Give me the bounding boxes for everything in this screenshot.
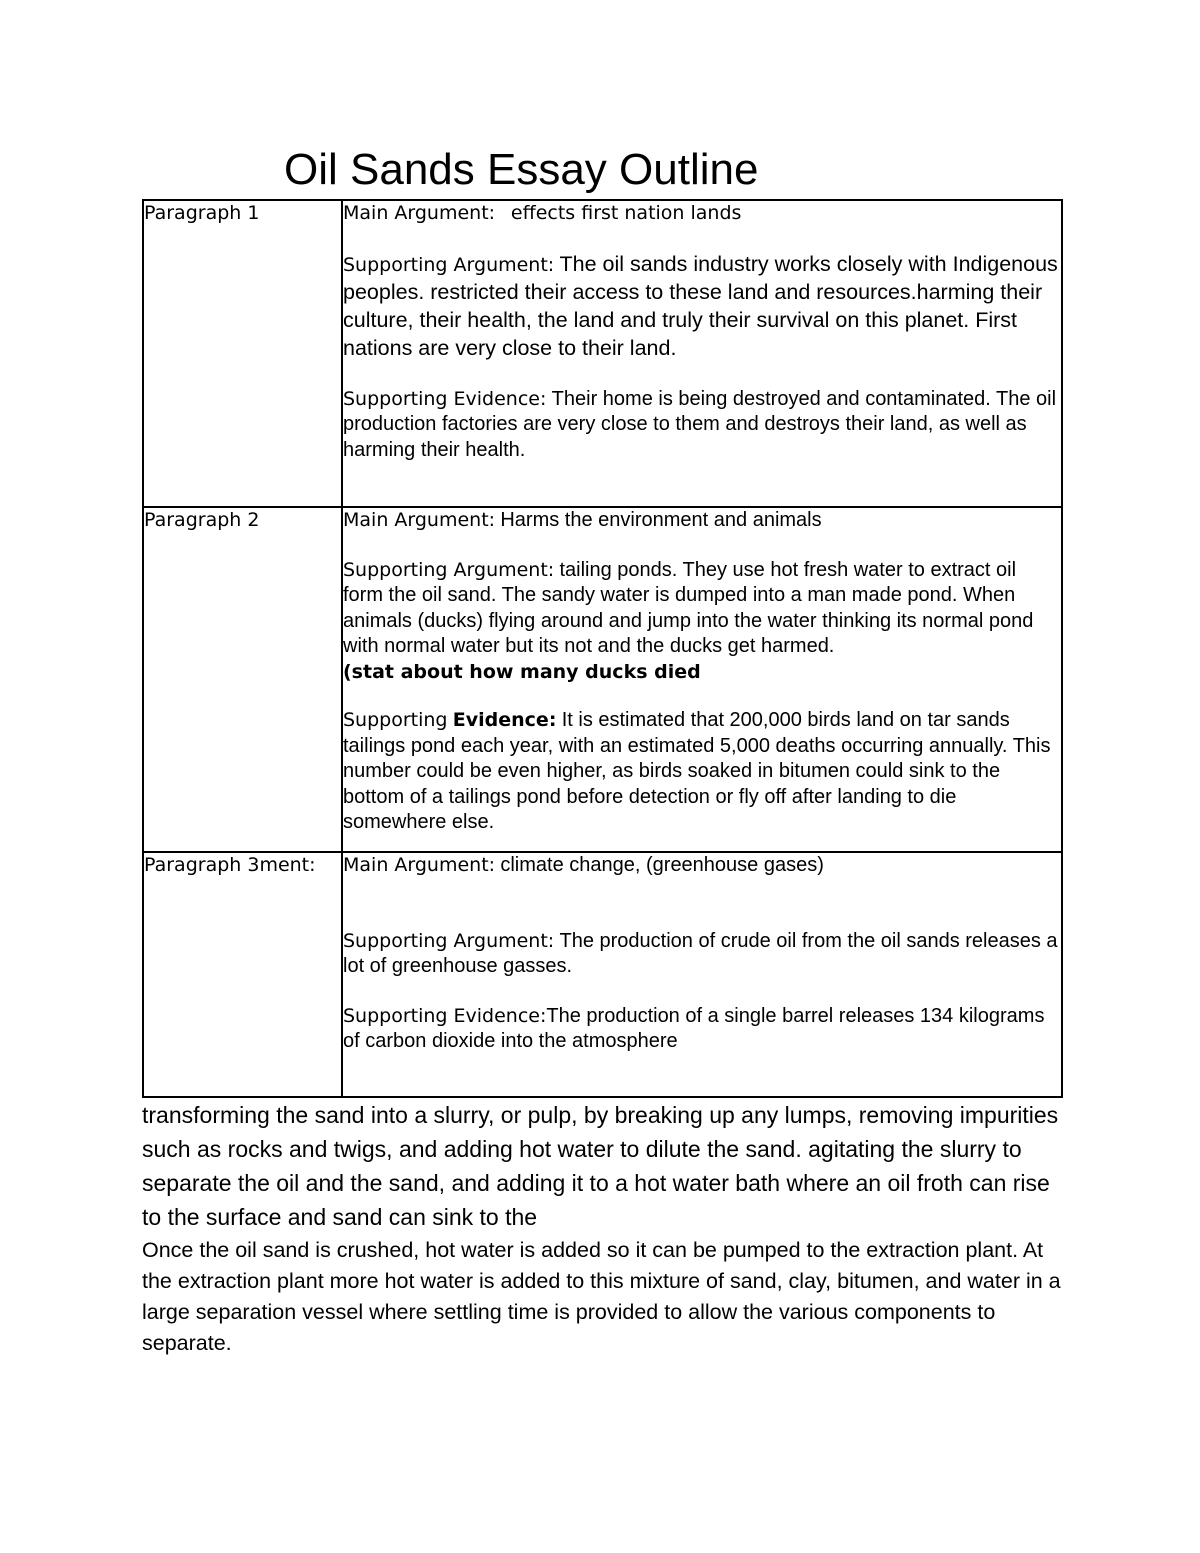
table-row xyxy=(143,852,1062,1097)
supporting-evidence-label: Supporting Evidence: xyxy=(343,387,547,410)
supporting-argument xyxy=(343,929,1061,980)
main-argument-value: Harms the environment and animals xyxy=(500,509,822,531)
table-row xyxy=(143,507,1062,852)
supporting-evidence xyxy=(343,708,1061,836)
supporting-argument-label: Supporting Argument: xyxy=(343,929,555,952)
supporting-evidence-label-bold: Evidence: xyxy=(452,709,557,731)
main-argument-value: effects first nation lands xyxy=(510,202,742,224)
main-argument-label: Main Argument: xyxy=(343,202,496,224)
row-content xyxy=(342,507,1062,852)
supporting-argument-label: Supporting Argument: xyxy=(343,558,555,581)
supporting-argument-label: Supporting Argument: xyxy=(343,253,555,276)
outline-table xyxy=(142,199,1063,1098)
supporting-evidence-value: The production of a single barrel releases 134 kilograms of carbon dioxide into the atmosphere xyxy=(343,1004,1045,1052)
row-label: Paragraph 1 xyxy=(143,200,342,507)
main-argument-label: Main Argument: xyxy=(343,854,496,876)
row-content xyxy=(342,852,1062,1097)
row-label: Paragraph 2 xyxy=(143,507,342,852)
supporting-argument xyxy=(343,251,1061,363)
main-argument-value: climate change, (greenhouse gases) xyxy=(500,854,824,876)
body-paragraph-separation: Once the oil sand is crushed, hot water is added so it can be pumped to the extraction plant. At the extraction plant more hot water is added to this mixture of sand, clay, bitumen, and water in a large separation vessel where settling time is provided to allow the various components to separate. xyxy=(142,1238,1061,1355)
supporting-evidence xyxy=(343,1004,1061,1055)
supporting-argument-value: The oil sands industry works closely with Indigenous peoples. restricted their access to these land and resources.harming their culture, their health, the land and truly their survival on this planet. First nations are very close to their land. xyxy=(343,251,1058,360)
row-label: Paragraph 3ment: xyxy=(143,852,342,1097)
supporting-evidence-label: Supporting xyxy=(343,709,448,731)
main-argument-label: Main Argument: xyxy=(343,509,496,531)
supporting-evidence-label: Supporting Evidence: xyxy=(343,1004,547,1027)
supporting-argument-value: The production of crude oil from the oil sands releases a lot of greenhouse gasses. xyxy=(343,929,1058,977)
main-argument xyxy=(343,201,1061,227)
main-argument xyxy=(343,853,1061,879)
body-paragraph-extraction: transforming the sand into a slurry, or pulp, by breaking up any lumps, removing impurities such as rocks and twigs, and adding hot water to dilute the sand. agitating the slurry to separate the oil and the sand, and adding it to a hot water bath where an oil froth can rise to the surface and sand can sink to the xyxy=(142,1102,1059,1230)
table-row xyxy=(143,200,1062,507)
stat-note: (stat about how many ducks died xyxy=(343,660,701,683)
supporting-evidence-value: It is estimated that 200,000 birds land on tar sands tailings pond each year, with an estimated 5,000 deaths occurring annually. This number could be even higher, as birds soaked in bitumen could sink to the bottom of a tailings pond before detection or fly off after landing to die somewhere else. xyxy=(343,709,1051,833)
supporting-argument xyxy=(343,558,1061,685)
supporting-argument-value: tailing ponds. They use hot fresh water to extract oil form the oil sand. The sandy water is dumped into a man made pond. When animals (ducks) flying around and jump into the water thinking its normal pond with normal water but its not and the ducks get harmed. xyxy=(343,558,1034,657)
main-argument xyxy=(343,508,1061,534)
supporting-evidence-value: Their home is being destroyed and contaminated. The oil production factories are very close to them and destroys their land, as well as harming their health. xyxy=(343,387,1057,461)
supporting-evidence xyxy=(343,387,1061,464)
page-title: Oil Sands Essay Outline xyxy=(284,145,759,194)
row-content xyxy=(342,200,1062,507)
